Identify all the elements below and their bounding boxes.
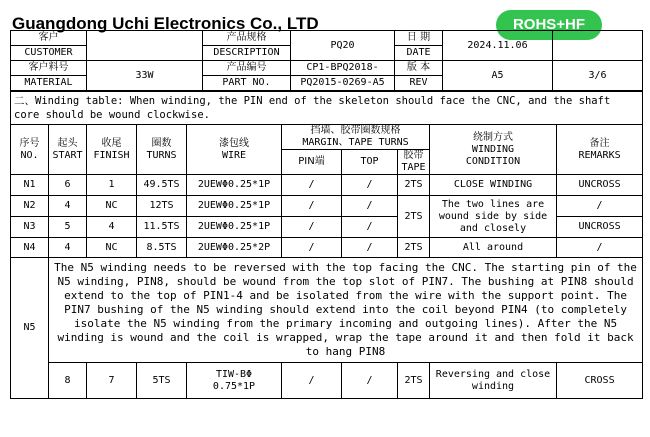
description-label-en: DESCRIPTION bbox=[203, 46, 291, 61]
row-wire: 2UEWΦ0.25*1P bbox=[187, 196, 282, 217]
row-pin: / bbox=[282, 196, 342, 217]
row-start: 8 bbox=[49, 363, 87, 399]
row-condition: The two lines are wound side by side and closely bbox=[430, 196, 557, 238]
col-margin: 挡墙、胶带圈数规格 MARGIN、TAPE TURNS bbox=[282, 125, 430, 150]
row-no: N1 bbox=[11, 175, 49, 196]
row-tape: 2TS bbox=[398, 363, 430, 399]
col-no: 序号 NO. bbox=[11, 125, 49, 175]
col-remarks: 备注 REMARKS bbox=[557, 125, 643, 175]
col-finish: 收尾 FINISH bbox=[87, 125, 137, 175]
header-table bbox=[10, 30, 643, 91]
part-value-2: PQ2015-0269-A5 bbox=[291, 76, 395, 91]
material-label-cn: 客户料号 bbox=[11, 61, 87, 76]
part-label-cn: 产品编号 bbox=[203, 61, 291, 76]
material-value: 33W bbox=[87, 61, 203, 91]
date-value: 2024.11.06 bbox=[443, 31, 553, 61]
table-row bbox=[11, 238, 643, 258]
customer-value bbox=[87, 31, 203, 61]
table-row bbox=[11, 363, 643, 399]
row-turns: 12TS bbox=[137, 196, 187, 217]
page-number: 3/6 bbox=[553, 61, 643, 91]
row-finish: 4 bbox=[87, 217, 137, 238]
col-pin-side: PIN端 bbox=[282, 150, 342, 175]
row-pin: / bbox=[282, 363, 342, 399]
row-no: N3 bbox=[11, 217, 49, 238]
row-start: 5 bbox=[49, 217, 87, 238]
n5-label: N5 bbox=[11, 258, 49, 399]
spec-sheet bbox=[10, 30, 643, 399]
row-condition: Reversing and close winding bbox=[430, 363, 557, 399]
row-wire: TIW-BΦ 0.75*1P bbox=[187, 363, 282, 399]
row-top: / bbox=[342, 217, 398, 238]
row-top: / bbox=[342, 363, 398, 399]
rev-label-en: REV bbox=[395, 76, 443, 91]
row-start: 4 bbox=[49, 238, 87, 258]
company-name: Guangdong Uchi Electronics Co., LTD bbox=[12, 14, 319, 33]
col-tape: 胶带 TAPE bbox=[398, 150, 430, 175]
winding-note: 二、Winding table: When winding, the PIN end of the skeleton should face the CNC, and the shaft core should be wound clockwise. bbox=[11, 92, 643, 125]
row-pin: / bbox=[282, 175, 342, 196]
row-tape: 2TS bbox=[398, 238, 430, 258]
row-turns: 11.5TS bbox=[137, 217, 187, 238]
rohs-hf-badge: ROHS+HF bbox=[496, 10, 602, 40]
row-finish: NC bbox=[87, 196, 137, 217]
col-start: 起头 START bbox=[49, 125, 87, 175]
row-finish: 7 bbox=[87, 363, 137, 399]
customer-label-en: CUSTOMER bbox=[11, 46, 87, 61]
row-remarks: UNCROSS bbox=[557, 217, 643, 238]
material-label-en: MATERIAL bbox=[11, 76, 87, 91]
row-remarks: / bbox=[557, 196, 643, 217]
part-value-1: CP1-BPQ2018- bbox=[291, 61, 395, 76]
row-remarks: / bbox=[557, 238, 643, 258]
row-remarks: UNCROSS bbox=[557, 175, 643, 196]
row-no: N2 bbox=[11, 196, 49, 217]
winding-table bbox=[10, 91, 643, 399]
row-start: 4 bbox=[49, 196, 87, 217]
col-turns: 圈数 TURNS bbox=[137, 125, 187, 175]
date-label-en: DATE bbox=[395, 46, 443, 61]
row-tape: 2TS bbox=[398, 175, 430, 196]
row-no: N4 bbox=[11, 238, 49, 258]
n5-description-row bbox=[11, 258, 643, 363]
row-remarks: CROSS bbox=[557, 363, 643, 399]
row-wire: 2UEWΦ0.25*1P bbox=[187, 175, 282, 196]
row-tape: 2TS bbox=[398, 196, 430, 238]
date-blank-cell bbox=[553, 31, 643, 61]
row-finish: NC bbox=[87, 238, 137, 258]
row-condition: All around bbox=[430, 238, 557, 258]
row-wire: 2UEWΦ0.25*2P bbox=[187, 238, 282, 258]
row-wire: 2UEWΦ0.25*1P bbox=[187, 217, 282, 238]
col-wire: 漆包线 WIRE bbox=[187, 125, 282, 175]
n5-description: The N5 winding needs to be reversed with the top facing the CNC. The starting pin of the N5 winding, PIN8, should be wound from the top slot of PIN7. The bushing at PIN8 should extend to the top of PIN1-4 and be isolated from the wire with the support point. The PIN7 bushing of the N5 winding should extend into the coil beyond PIN4 (to completely isolate the N5 winding from the primary incoming and outgoing lines). After the N5 winding is wound and the coil is wrapped, wrap the tape around it and then fold it back to hang PIN8 bbox=[49, 258, 643, 363]
col-condition: 绕制方式 WINDING CONDITION bbox=[430, 125, 557, 175]
rev-value: A5 bbox=[443, 61, 553, 91]
part-label-en: PART NO. bbox=[203, 76, 291, 91]
rev-label-cn: 版 本 bbox=[395, 61, 443, 76]
row-turns: 5TS bbox=[137, 363, 187, 399]
row-pin: / bbox=[282, 238, 342, 258]
row-finish: 1 bbox=[87, 175, 137, 196]
row-condition: CLOSE WINDING bbox=[430, 175, 557, 196]
row-pin: / bbox=[282, 217, 342, 238]
row-top: / bbox=[342, 196, 398, 217]
date-label-cn: 日 期 bbox=[395, 31, 443, 46]
row-start: 6 bbox=[49, 175, 87, 196]
description-label-cn: 产品规格 bbox=[203, 31, 291, 46]
row-turns: 49.5TS bbox=[137, 175, 187, 196]
row-turns: 8.5TS bbox=[137, 238, 187, 258]
customer-label-cn: 客户 bbox=[11, 31, 87, 46]
row-top: / bbox=[342, 175, 398, 196]
table-row bbox=[11, 175, 643, 196]
col-top: TOP bbox=[342, 150, 398, 175]
row-top: / bbox=[342, 238, 398, 258]
description-value: PQ20 bbox=[291, 31, 395, 61]
table-row bbox=[11, 196, 643, 217]
